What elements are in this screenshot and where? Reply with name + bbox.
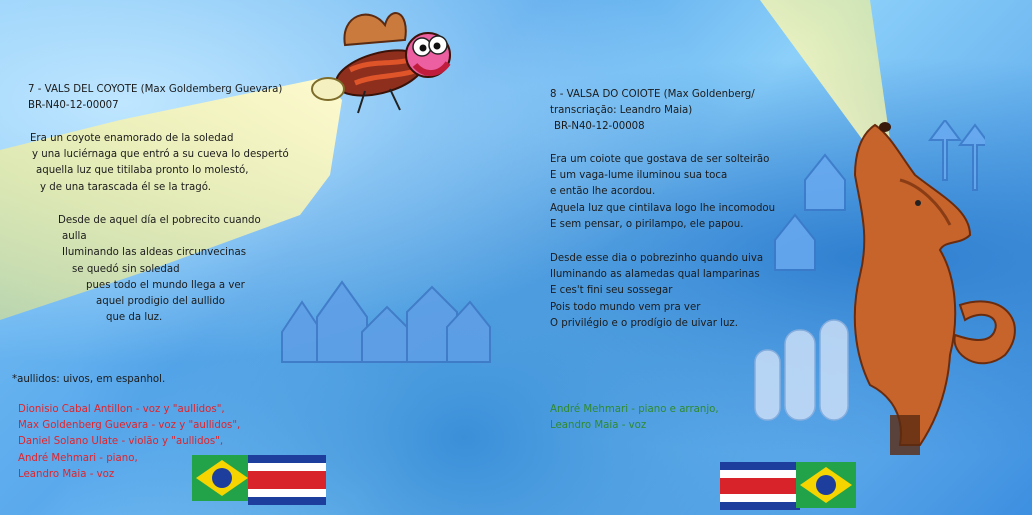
lyric-line: Pois todo mundo vem pra ver bbox=[550, 301, 701, 313]
lyric-line: E um vaga-lume iluminou sua toca bbox=[550, 170, 728, 182]
track-8-stanza-2 bbox=[550, 251, 763, 332]
lyric-line: Desde de aquel día el pobrecito cuando bbox=[58, 215, 261, 226]
track-8-title bbox=[550, 87, 755, 136]
credit-line: André Mehmari - piano e arranjo, bbox=[550, 404, 719, 415]
track-8-stanza-1 bbox=[550, 152, 775, 233]
lyric-line: que da luz. bbox=[106, 312, 163, 324]
lyric-line: Era un coyote enamorado de la soledad bbox=[30, 133, 234, 144]
lyric-line: E sem pensar, o pirilampo, ele papou. bbox=[550, 218, 744, 230]
village-illustration-left bbox=[272, 262, 492, 372]
lyric-line: e então lhe acordou. bbox=[550, 186, 656, 198]
credit-line: Max Goldenberg Guevara - voz y "aullidos", bbox=[18, 420, 241, 432]
track-7-title bbox=[28, 82, 282, 114]
lyric-line: Desde esse dia o pobrezinho quando uiva bbox=[550, 253, 764, 264]
brazil-flag-left bbox=[192, 455, 252, 501]
firefly-illustration bbox=[310, 5, 460, 125]
lyric-line: pues todo el mundo llega a ver bbox=[86, 279, 245, 291]
lyric-line: Era um coiote que gostava de ser solteirão bbox=[550, 154, 770, 165]
track-7-stanza-2 bbox=[58, 213, 261, 326]
lyric-line: Aquela luz que cintilava logo lhe incomodou bbox=[550, 202, 776, 214]
credit-line: Leandro Maia - voz bbox=[18, 468, 115, 480]
track-8-title-line: 8 - VALSA DO COIOTE (Max Goldenberg/ bbox=[550, 89, 755, 100]
track-7-title-line: 7 - VALS DEL COYOTE (Max Goldemberg Guevara) bbox=[28, 84, 283, 95]
lyric-line: E ces't fini seu sossegar bbox=[550, 285, 673, 297]
coyote-illustration bbox=[830, 115, 1030, 475]
lyric-line: aquel prodigio del aullido bbox=[96, 296, 225, 308]
credit-line: André Mehmari - piano, bbox=[18, 452, 138, 464]
track-8-code: BR-N40-12-00008 bbox=[554, 121, 645, 133]
track-7-stanza-1 bbox=[30, 131, 289, 196]
footnote: *aullidos: uivos, em espanhol. bbox=[12, 374, 166, 385]
lyric-line: se quedó sin soledad bbox=[72, 263, 180, 275]
brazil-flag-right bbox=[796, 462, 856, 508]
lyric-line: Iluminando as alamedas qual lamparinas bbox=[550, 269, 760, 281]
track-8-credits bbox=[550, 402, 719, 434]
lyric-line: aulla bbox=[62, 231, 87, 243]
lyric-line: Iluminando las aldeas circunvecinas bbox=[62, 247, 247, 259]
track-7-code: BR-N40-12-00007 bbox=[28, 100, 119, 112]
lyric-line: O privilégio e o prodígio de uivar luz. bbox=[550, 317, 739, 329]
credit-line: Leandro Maia - voz bbox=[550, 420, 647, 432]
credit-line: Daniel Solano Ulate - violão y "aullidos", bbox=[18, 436, 224, 448]
lyric-line: y una luciérnaga que entró a su cueva lo despertó bbox=[32, 149, 289, 161]
credit-line: Dionisio Cabal Antillon - voz y "aullidos", bbox=[18, 404, 225, 415]
costa-rica-flag-right bbox=[720, 462, 800, 510]
track-8-title-line: transcriação: Leandro Maia) bbox=[550, 105, 693, 117]
costa-rica-flag-left bbox=[248, 455, 326, 505]
lyric-line: aquella luz que titilaba pronto lo molestó, bbox=[36, 165, 249, 177]
lyric-line: y de una tarascada él se la tragó. bbox=[40, 181, 212, 193]
